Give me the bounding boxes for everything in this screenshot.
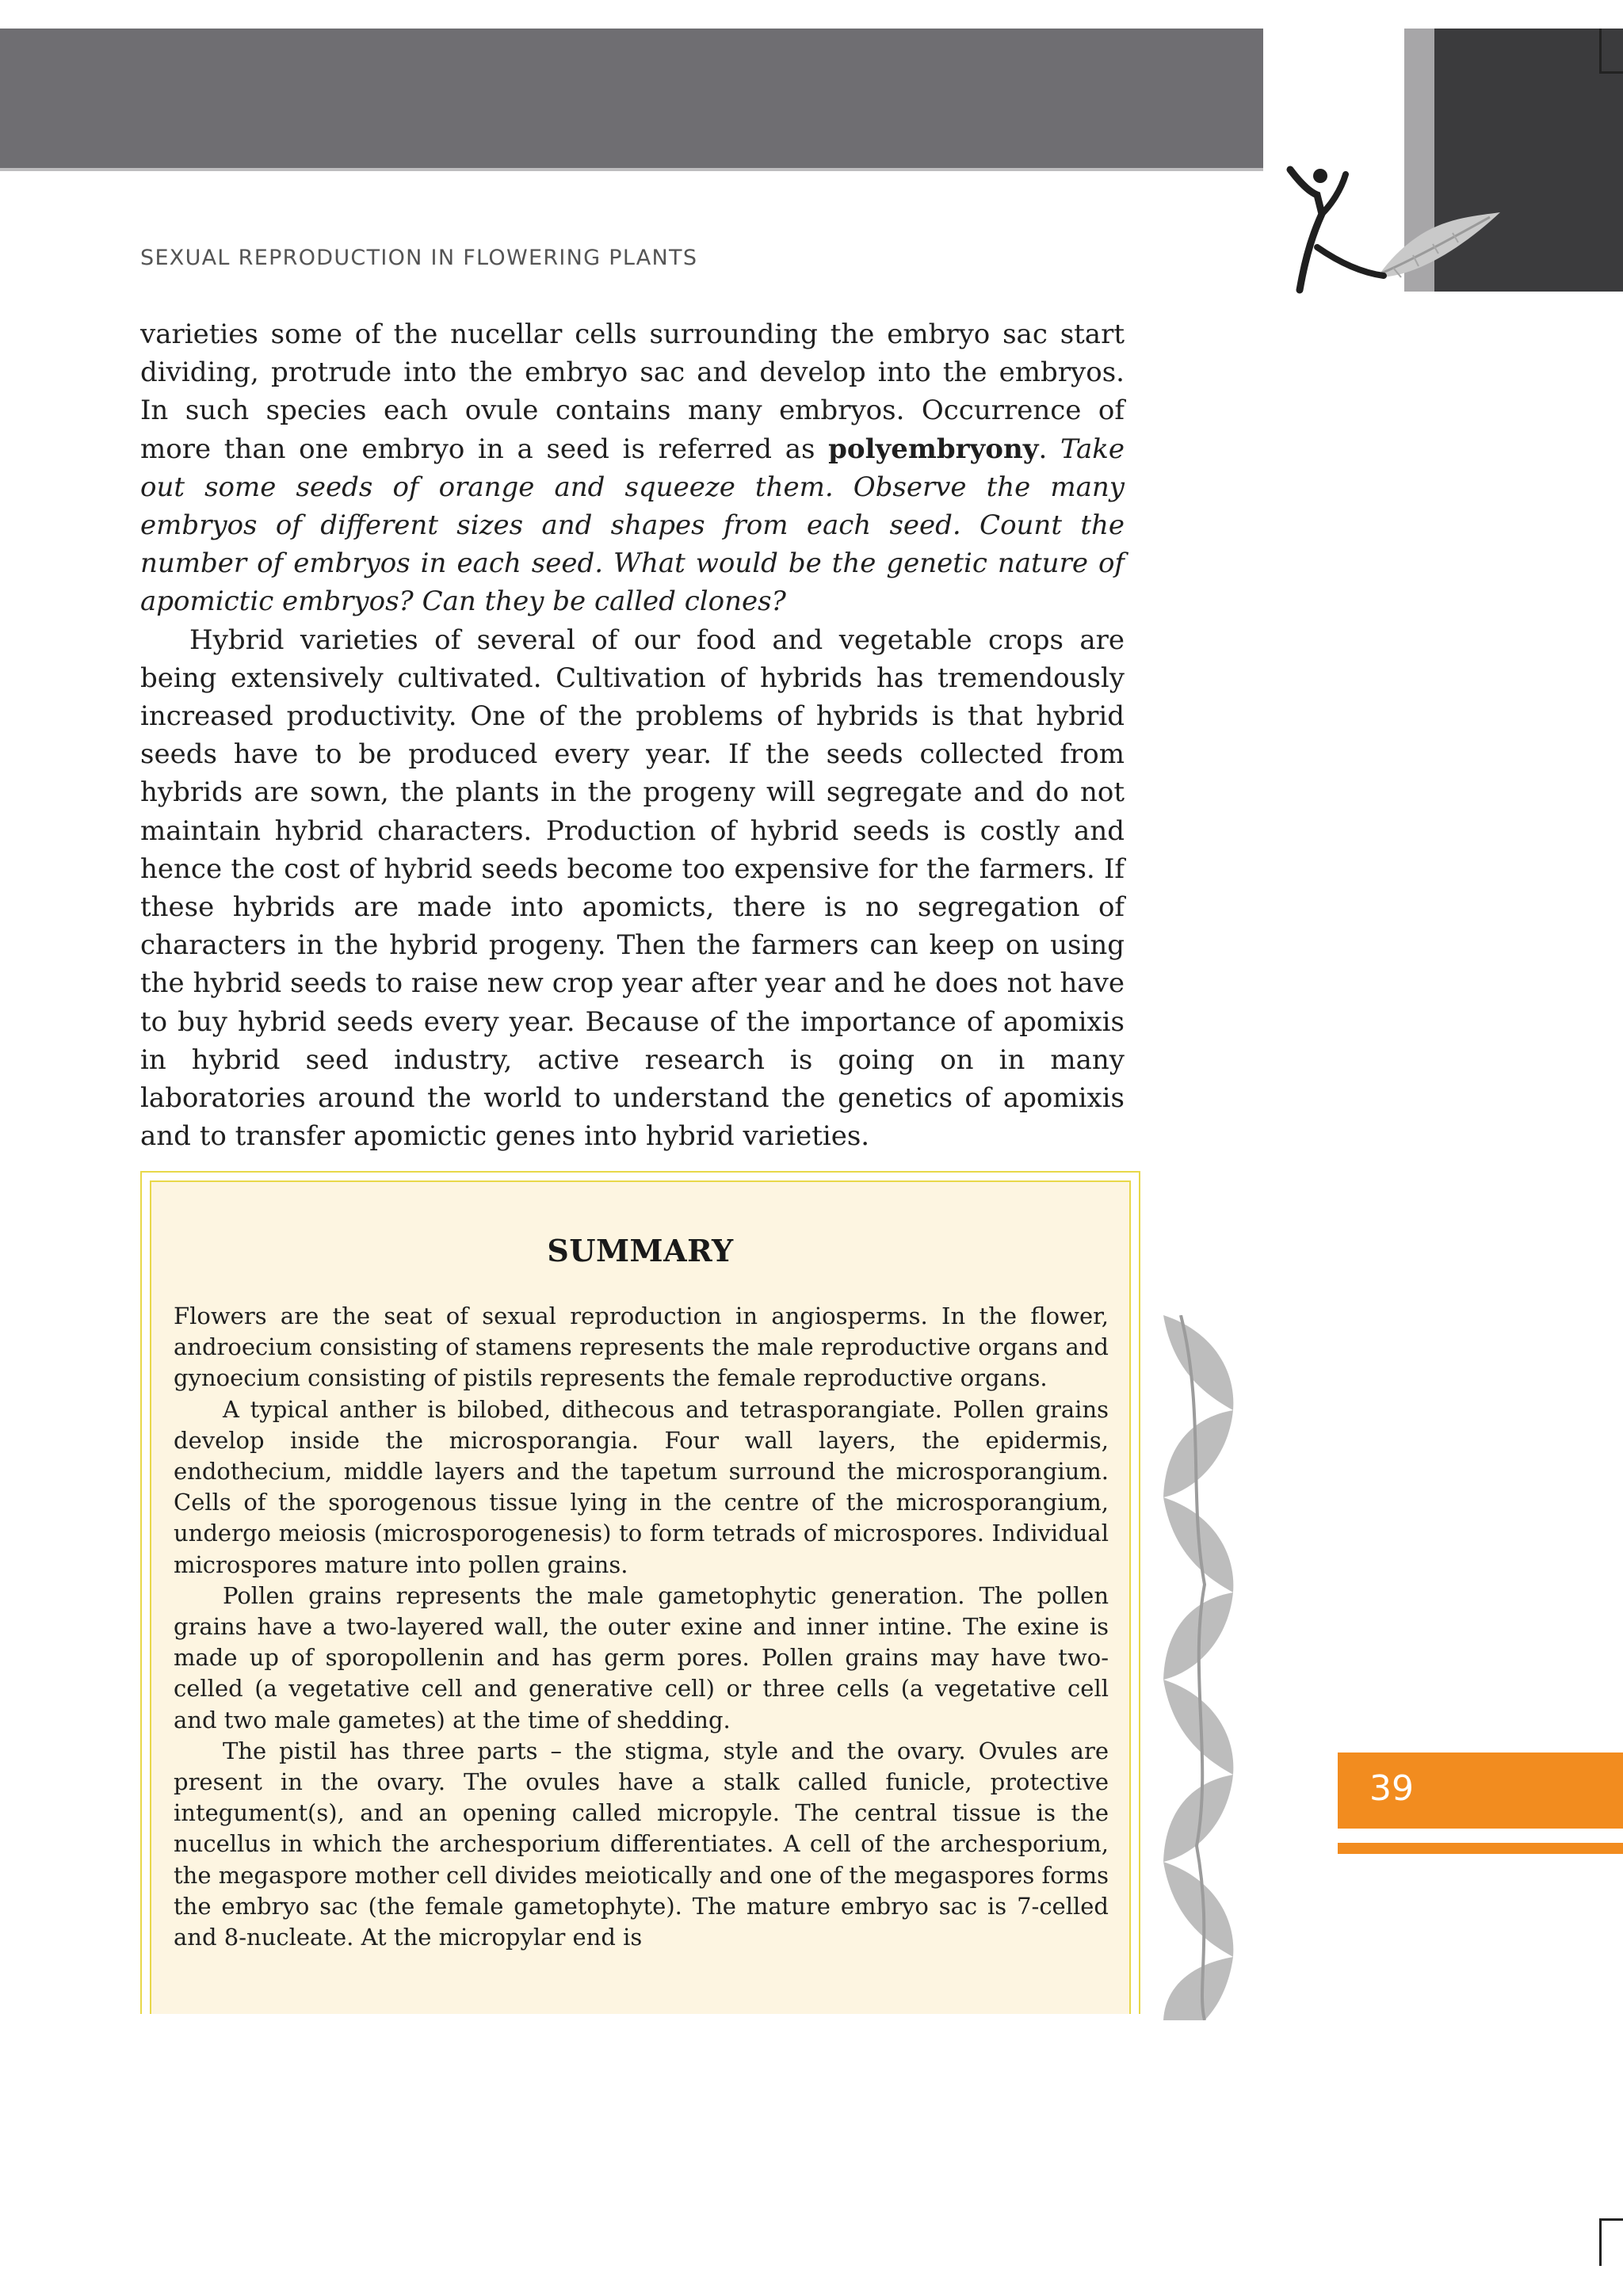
crop-mark-bottom-h <box>1599 2218 1623 2221</box>
crop-mark-bottom <box>1599 2218 1602 2266</box>
summary-paragraph-4: The pistil has three parts – the stigma, style and the ovary. Ovules are present in the ovary. The ovules have a stalk called funicle, protective integument(s), and an opening called micropyle. The central tissue is the nucellus in which the archesporium differentiates. A cell of the archesporium, the megaspore mother cell divides meiotically and one of the megaspores forms the embryo sac (the female gametophyte). The mature embryo sac is 7-celled and 8-nucleate. At the micropylar end is <box>174 1737 1109 1951</box>
activity-instructions: Take out some seeds of orange and squeeze them. Observe the many embryos of different sizes and shapes from each seed. Count the number of embryos in each seed. What would be the genetic nature of apomictic embryos? Can they be called clones? <box>140 433 1125 618</box>
wheat-leaf-garland-icon <box>1157 1315 1244 2020</box>
body-paragraph-2: Hybrid varieties of several of our food and vegetable crops are being extensively cultivated. Cultivation of hybrids has tremendously increased productivity. One of the problems of hybrids is that hybrid seeds have to be produced every year. If the seeds collected from hybrids are sown, the plants in the progeny will segregate and do not maintain hybrid characters. Production of hybrid seeds is costly and hence the cost of hybrid seeds become too expensive for the farmers. If these hybrids are made into apomicts, there is no segregation of characters in the hybrid progeny. Then the farmers can keep on using the hybrid seeds to raise new crop year after year and he does not have to buy hybrid seeds every year. Because of the importance of apomixis in hybrid seed industry, active research is going on in many laboratories around the world to understand the genetics of apomixis and to transfer apomictic genes into hybrid varieties. <box>140 624 1125 1153</box>
summary-panel <box>150 1180 1131 2014</box>
crop-mark-top-h <box>1599 71 1623 74</box>
leaping-figure-with-feather-icon <box>1282 158 1512 301</box>
page-tab-underline <box>1338 1843 1623 1854</box>
body-text-segment: varieties some of the nucellar cells surrounding the embryo sac start dividing, protrude into the embryo sac and develop into the embryos. In such species each ovule contains many embryos. Occurrence of more than one embryo in a seed is referred as <box>140 318 1125 465</box>
crop-mark-top <box>1599 29 1602 73</box>
summary-text <box>174 1301 1109 1953</box>
header-band <box>0 29 1263 171</box>
page-number: 39 <box>1369 1768 1414 1809</box>
body-text-segment: . <box>1038 433 1060 465</box>
summary-paragraph-1: Flowers are the seat of sexual reproduction in angiosperms. In the flower, androecium consisting of stamens represents the male reproductive organs and gynoecium consisting of pistils represents the female reproductive organs. <box>174 1302 1109 1392</box>
summary-paragraph-2: A typical anther is bilobed, dithecous and tetrasporangiate. Pollen grains develop inside the microsporangia. Four wall layers, the epidermis, endothecium, middle layers and the tapetum surround the microsporangium. Cells of the sporogenous tissue lying in the centre of the microsporangium, undergo meiosis (microsporogenesis) to form tetrads of microspores. Individual microspores mature into pollen grains. <box>174 1395 1109 1578</box>
summary-box <box>140 1171 1140 2014</box>
running-head: SEXUAL REPRODUCTION IN FLOWERING PLANTS <box>140 246 698 270</box>
body-paragraph-1 <box>140 315 1125 621</box>
polyembryony-term: polyembryony <box>828 433 1039 465</box>
summary-title: SUMMARY <box>547 1233 734 1268</box>
body-text <box>140 315 1125 1155</box>
summary-paragraph-3: Pollen grains represents the male gametophytic generation. The pollen grains have a two-layered wall, the outer exine and inner intine. The exine is made up of sporopollenin and has germ pores. Pollen grains may have two-celled (a vegetative cell and generative cell) or three cells (a vegetative cell and two male gametes) at the time of shedding. <box>174 1581 1109 1733</box>
